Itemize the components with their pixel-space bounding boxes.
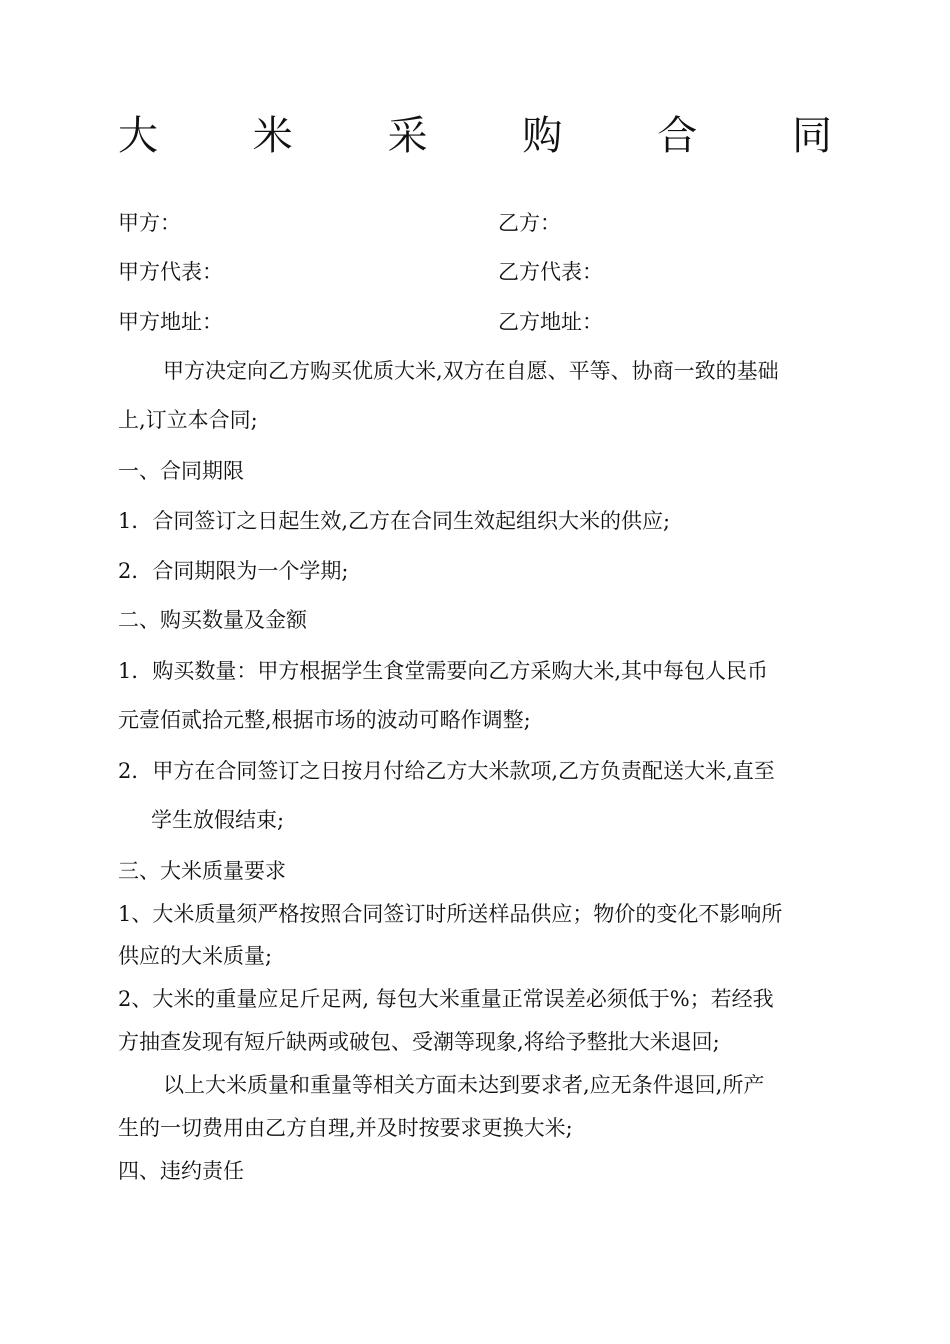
title-char: 米 (252, 113, 293, 159)
clause-line: 2．甲方在合同签订之日按月付给乙方大米款项,乙方负责配送大米,直至 (118, 759, 775, 783)
party-b-rep-label: 乙方代表： (498, 260, 603, 284)
title-char: 采 (387, 113, 428, 159)
title-char: 购 (522, 113, 563, 159)
party-b-address-label: 乙方地址： (498, 310, 603, 334)
clause-line: 1．购买数量：甲方根据学生食堂需要向乙方采购大米,其中每包人民币 (118, 659, 769, 683)
intro-line: 上,订立本合同; (118, 408, 258, 432)
section-heading: 四、违约责任 (118, 1159, 244, 1183)
party-a-rep-label: 甲方代表： (118, 260, 223, 284)
clause-line: 学生放假结束; (151, 808, 285, 832)
clause-line: 1．合同签订之日起生效,乙方在合同生效起组织大米的供应; (118, 509, 671, 533)
clause-line: 2、大米的重量应足斤足两, 每包大米重量正常误差必须低于%；若经我 (118, 987, 774, 1011)
clause-line: 供应的大米质量; (118, 944, 273, 968)
title-char: 合 (657, 113, 698, 159)
title-char: 大 (118, 113, 158, 159)
section-heading: 一、合同期限 (118, 459, 244, 483)
clause-line: 以上大米质量和重量等相关方面未达到要求者,应无条件退回,所产 (163, 1073, 765, 1097)
clause-line: 生的一切费用由乙方自理,并及时按要求更换大米; (118, 1116, 573, 1140)
title-char: 同 (791, 113, 832, 159)
document-title (118, 108, 832, 164)
party-a-address-label: 甲方地址： (118, 310, 223, 334)
clause-line: 方抽查发现有短斤缺两或破包、受潮等现象,将给予整批大米退回; (118, 1030, 720, 1054)
clause-line: 1、大米质量须严格按照合同签订时所送样品供应；物价的变化不影响所 (118, 902, 783, 926)
party-b-label: 乙方： (498, 211, 561, 235)
clause-line: 2．合同期限为一个学期; (118, 559, 349, 583)
section-heading: 三、大米质量要求 (118, 859, 286, 883)
section-heading: 二、购买数量及金额 (118, 608, 307, 632)
clause-line: 元壹佰贰拾元整,根据市场的波动可略作调整; (118, 708, 531, 732)
intro-line: 甲方决定向乙方购买优质大米,双方在自愿、平等、协商一致的基础 (163, 359, 779, 383)
party-a-label: 甲方： (118, 211, 181, 235)
